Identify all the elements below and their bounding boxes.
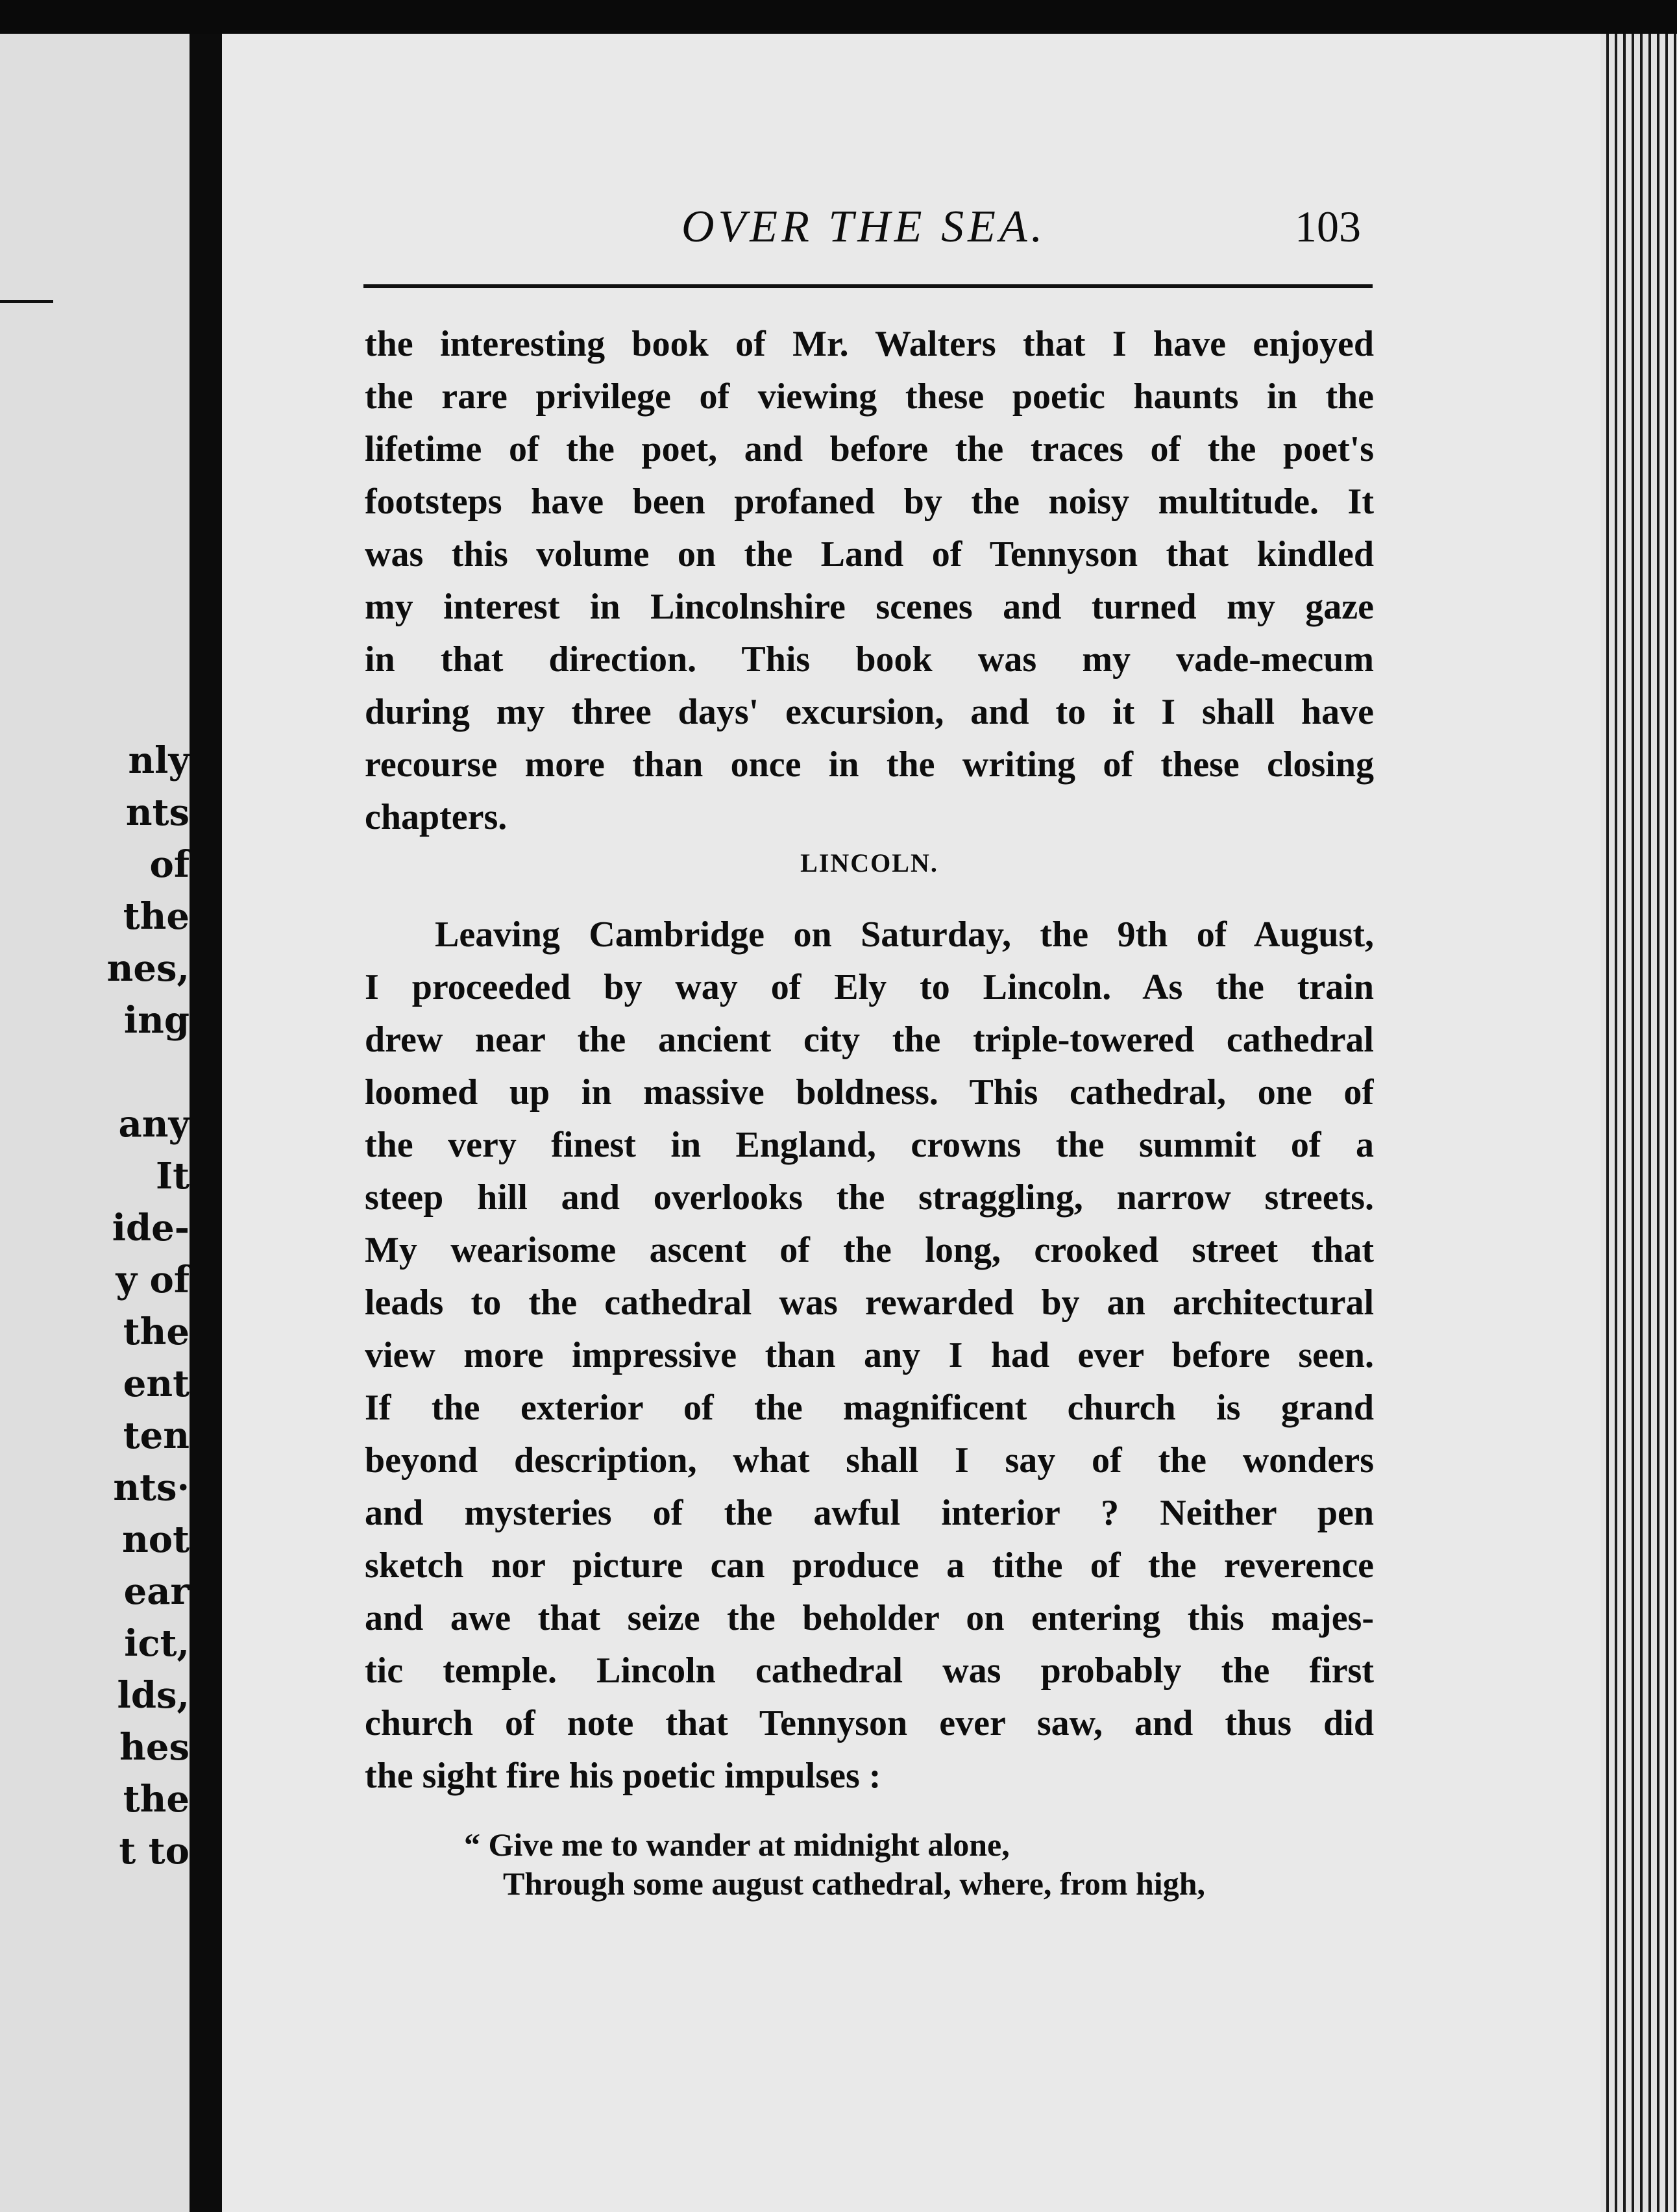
facing-page-fragment: ing [123, 999, 190, 1042]
book-gutter [190, 34, 222, 2212]
facing-page-fragment: nts [125, 791, 190, 834]
text-line: steep hill and overlooks the straggling, narrow streets. [365, 1177, 1374, 1218]
text-line: footsteps have been profaned by the noisy multitude. It [365, 482, 1374, 522]
verse-line: “ Give me to wander at midnight alone, [464, 1826, 1010, 1863]
text-line: drew near the ancient city the triple-towered cathedral [365, 1020, 1374, 1060]
text-line: leads to the cathedral was rewarded by an architectural [365, 1283, 1374, 1323]
facing-page-fragment: nes, [106, 947, 190, 990]
facing-page-fragment: the [123, 895, 190, 938]
facing-page-fragment: ict, [124, 1622, 190, 1665]
text-line: church of note that Tennyson ever saw, and thus did [365, 1703, 1374, 1743]
verse-line: Through some august cathedral, where, from high, [503, 1865, 1206, 1902]
facing-page-fragment: It [155, 1155, 190, 1198]
text-line: I proceeded by way of Ely to Lincoln. As the train [365, 967, 1374, 1007]
page-number: 103 [1295, 202, 1361, 251]
scan-top-border [0, 0, 1677, 34]
text-line: tic temple. Lincoln cathedral was probably the first [365, 1651, 1374, 1691]
text-line: and awe that seize the beholder on entering this majes- [365, 1598, 1374, 1638]
running-head: OVER THE SEA. [681, 202, 1047, 252]
facing-page [0, 34, 190, 2212]
facing-page-fragment: any [118, 1103, 190, 1146]
facing-page-fragment: ten [123, 1414, 190, 1457]
facing-page-fragment: the [123, 1778, 190, 1821]
facing-page-fragment: the [123, 1310, 190, 1353]
text-line: sketch nor picture can produce a tithe of the reverence [365, 1545, 1374, 1586]
header-rule [363, 284, 1373, 288]
text-line: and mysteries of the awful interior ? Neither pen [365, 1493, 1374, 1533]
page-edges [1600, 34, 1677, 2212]
facing-page-fragment: ent [123, 1362, 190, 1405]
facing-page-fragment: nly [128, 739, 190, 782]
text-line: loomed up in massive boldness. This cathedral, one of [365, 1072, 1374, 1112]
facing-page-fragment: ide- [112, 1207, 190, 1249]
text-line: lifetime of the poet, and before the traces of the poet's [365, 429, 1374, 469]
facing-page-fragment: not [122, 1518, 190, 1561]
text-line: Leaving Cambridge on Saturday, the 9th of August, [435, 915, 1374, 955]
section-heading: LINCOLN. [800, 848, 938, 878]
text-line: was this volume on the Land of Tennyson that kindled [365, 534, 1374, 574]
facing-page-fragment: of [149, 843, 190, 886]
facing-page-fragment: nts· [113, 1466, 190, 1509]
text-line: If the exterior of the magnificent church is grand [365, 1388, 1374, 1428]
facing-page-fragment: y of [116, 1259, 190, 1301]
text-line: my interest in Lincolnshire scenes and turned my gaze [365, 587, 1374, 627]
facing-page-fragment: t to [119, 1830, 190, 1873]
text-line: recourse more than once in the writing of these closing [365, 744, 1374, 785]
text-line: chapters. [365, 797, 508, 837]
facing-page-rule [0, 300, 53, 303]
text-line: view more impressive than any I had ever before seen. [365, 1335, 1374, 1375]
text-line: the very finest in England, crowns the summit of a [365, 1125, 1374, 1165]
text-line: the interesting book of Mr. Walters that I have enjoyed [365, 324, 1374, 364]
facing-page-fragment: lds, [117, 1674, 190, 1717]
text-line: the sight fire his poetic impulses : [365, 1756, 881, 1796]
facing-page-fragment: ear [123, 1570, 190, 1613]
text-line: My wearisome ascent of the long, crooked street that [365, 1230, 1374, 1270]
text-line: during my three days' excursion, and to it I shall have [365, 692, 1374, 732]
text-line: beyond description, what shall I say of the wonders [365, 1440, 1374, 1481]
facing-page-fragment: hes [119, 1726, 190, 1769]
text-line: the rare privilege of viewing these poetic haunts in the [365, 376, 1374, 417]
text-line: in that direction. This book was my vade-mecum [365, 639, 1374, 680]
